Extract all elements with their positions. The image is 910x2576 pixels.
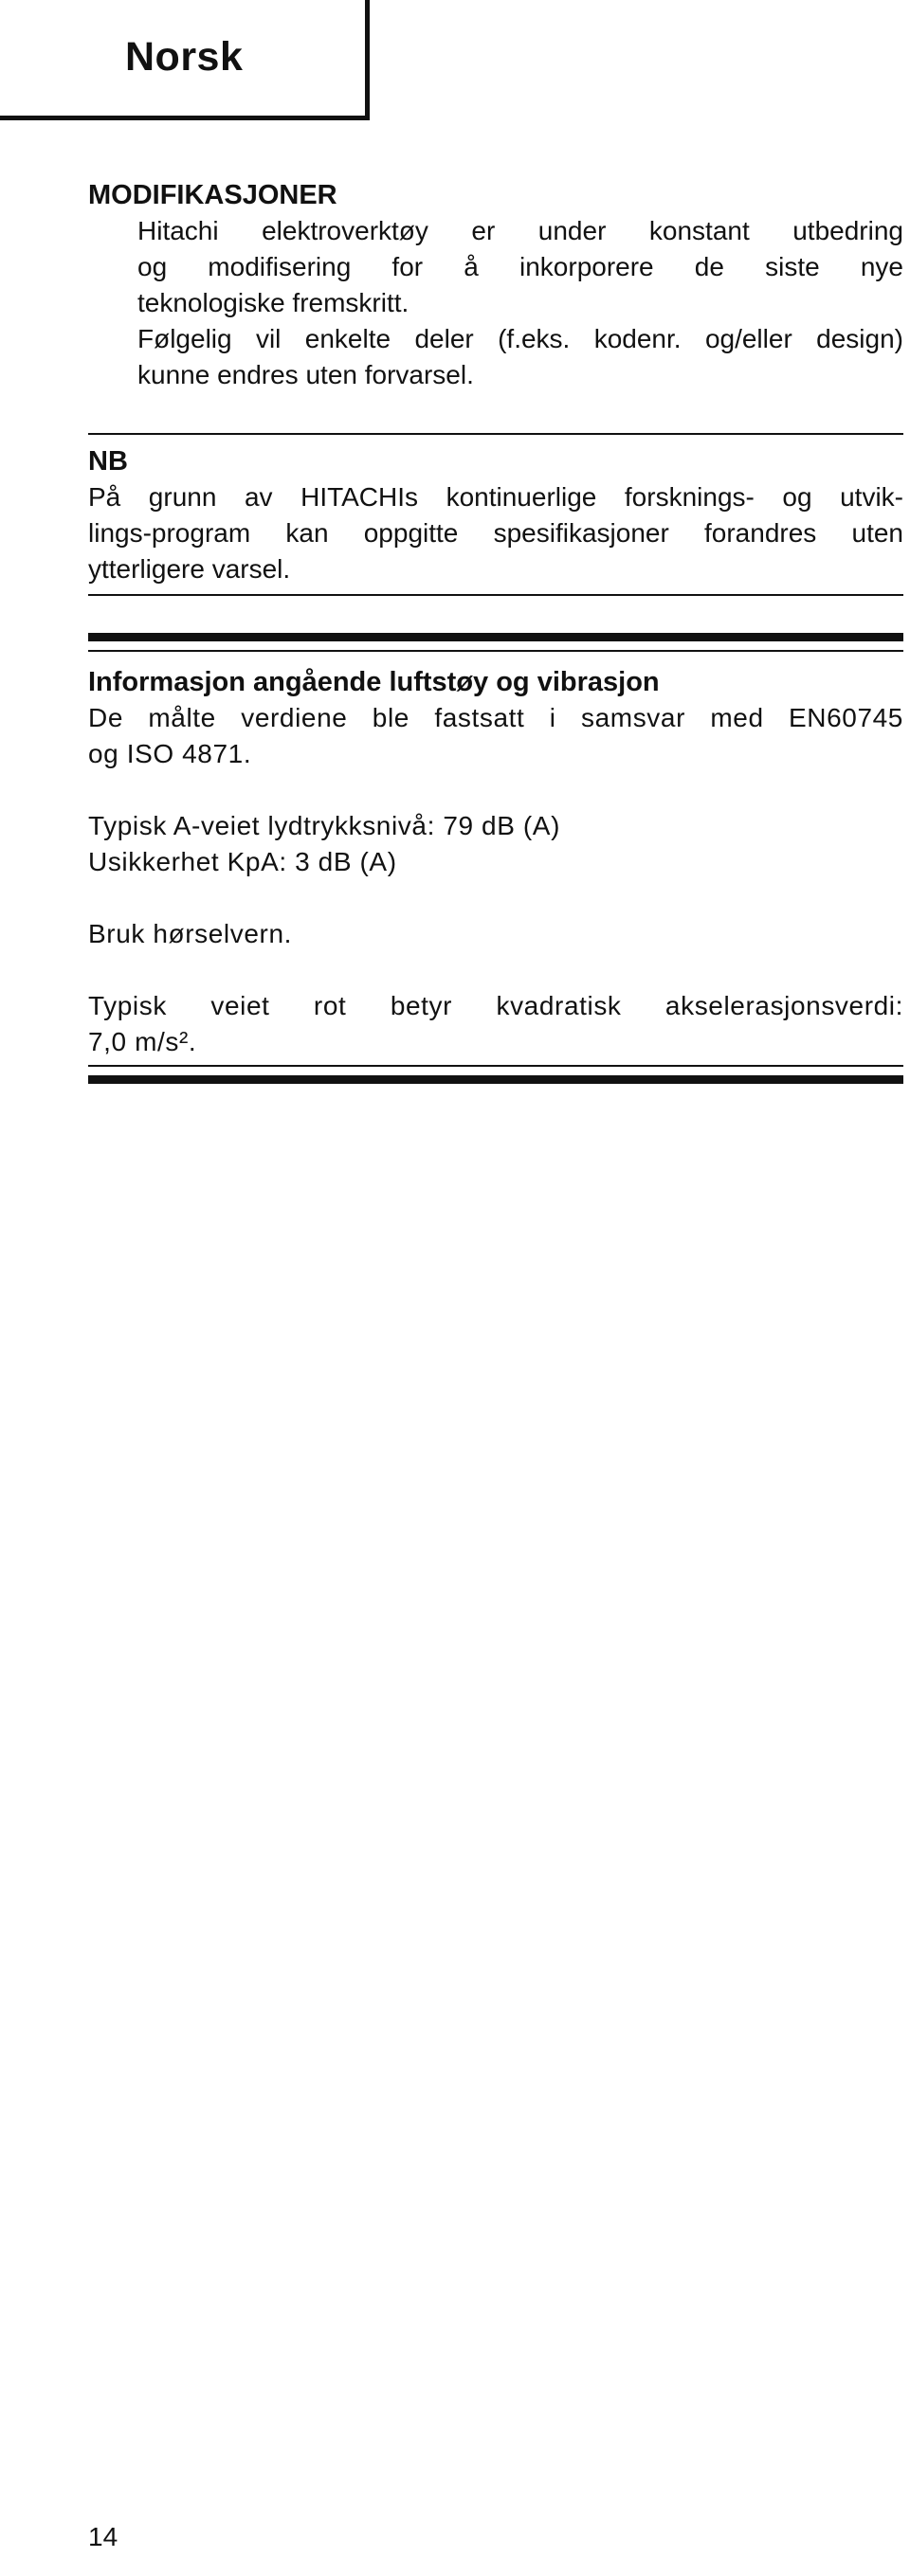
language-tab [0, 0, 370, 120]
modifications-line: og modifisering for å inkorporere de siste nye [137, 252, 903, 281]
noise-intro-line: De målte verdiene ble fastsatt i samsvar med EN60745 [88, 703, 903, 732]
noise-intro [88, 700, 903, 772]
modifications-line: Hitachi elektroverktøy er under konstant utbedring [137, 216, 903, 245]
page-number: 14 [88, 2522, 118, 2551]
note-bottom-rule [88, 594, 903, 596]
sound-uncertainty: Usikkerhet KpA: 3 dB (A) [88, 847, 397, 876]
language-label: Norsk [125, 34, 244, 80]
modifications-section [88, 177, 903, 393]
sound-values [88, 808, 903, 880]
note-line: På grunn av HITACHIs kontinuerlige forsknings- og utvik- [88, 482, 903, 512]
modifications-heading: MODIFIKASJONER [88, 180, 337, 210]
note-top-rule [88, 433, 903, 435]
note-text [88, 479, 903, 587]
note-section [88, 443, 903, 587]
noise-intro-line: og ISO 4871. [88, 739, 252, 768]
vibration-line: Typisk veiet rot betyr kvadratisk akselerasjonsverdi: [88, 991, 903, 1020]
noise-bottom-thin-rule [88, 1065, 903, 1067]
noise-section [88, 664, 903, 1060]
noise-bottom-thick-rule [88, 1075, 903, 1084]
note-heading: NB [88, 446, 128, 477]
noise-top-thin-rule [88, 650, 903, 652]
vibration-value [88, 988, 903, 1060]
modifications-line: Følgelig vil enkelte deler (f.eks. kodenr. og/eller design) [137, 324, 903, 353]
modifications-text [137, 213, 903, 393]
hearing-protection-note: Bruk hørselvern. [88, 919, 292, 948]
note-line: ytterligere varsel. [88, 554, 291, 584]
sound-pressure-level: Typisk A-veiet lydtrykksnivå: 79 dB (A) [88, 811, 561, 840]
vibration-line: 7,0 m/s². [88, 1027, 197, 1056]
modifications-line: teknologiske fremskritt. [137, 288, 410, 317]
noise-heading: Informasjon angående luftstøy og vibrasjon [88, 667, 660, 697]
modifications-line: kunne endres uten forvarsel. [137, 360, 474, 389]
note-line: lings-program kan oppgitte spesifikasjoner forandres uten [88, 518, 903, 548]
noise-top-thick-rule [88, 633, 903, 641]
